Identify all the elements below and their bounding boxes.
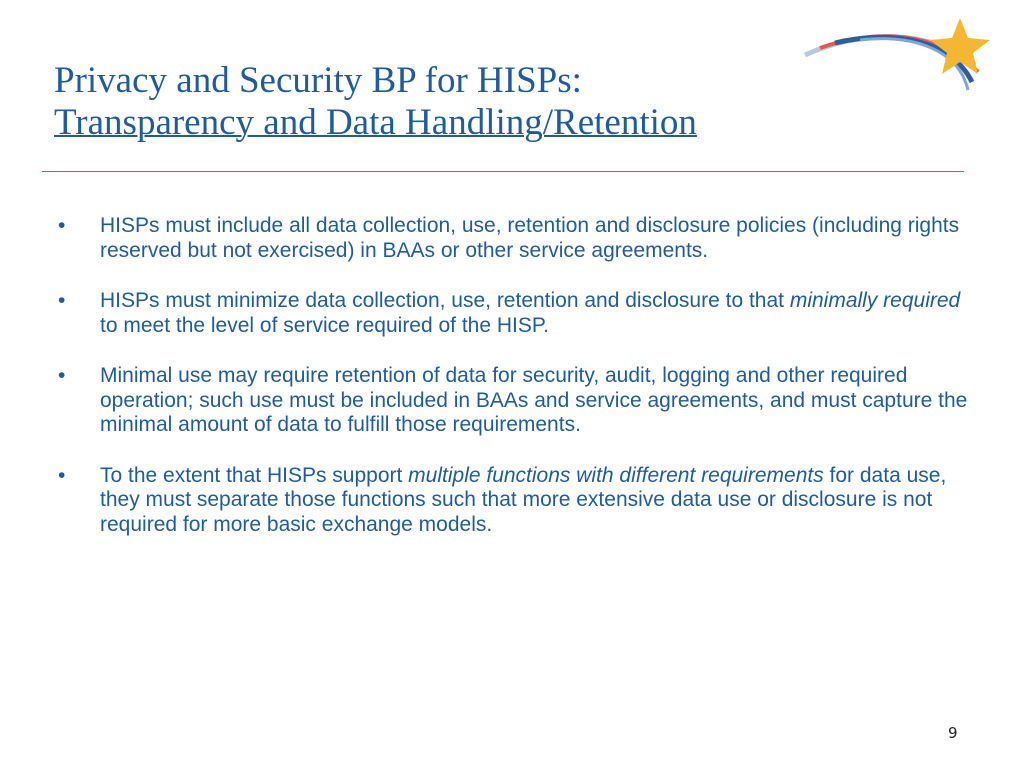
title-line-2: Transparency and Data Handling/Retention [54, 102, 697, 143]
bullet-item [56, 464, 976, 538]
bullet-list [56, 214, 976, 563]
bullet-text-tail: to meet the level of service required of the HISP. [100, 313, 550, 337]
title-line-1: Privacy and Security BP for HISPs: [54, 60, 582, 101]
bullet-emphasis: multiple functions with different requirements [408, 463, 824, 487]
title-divider [42, 171, 964, 172]
bullet-text: Minimal use may require retention of data for security, audit, logging and other required operation; such use must be included in BAAs and service agreements, and must capture the minimal amount of data to fulfill those requirements. [100, 364, 968, 436]
bullet-text: HISPs must include all data collection, use, retention and disclosure policies (including rights reserved but not exercised) in BAAs or other service agreements. [100, 214, 960, 262]
slide-title [54, 60, 954, 144]
bullet-text: HISPs must minimize data collection, use, retention and disclosure to that [100, 289, 790, 312]
bullet-item [56, 364, 976, 438]
bullet-item [56, 214, 976, 263]
page-number: 9 [948, 724, 958, 742]
bullet-marker: • [58, 214, 66, 237]
bullet-emphasis: minimally required [789, 289, 961, 312]
bullet-item [56, 289, 976, 338]
bullet-marker: • [58, 289, 66, 312]
bullet-marker: • [58, 364, 66, 387]
bullet-text-tail: for data use, they must separate those functions such that more extensive data use or disclosure is not required for more basic exchange models. [100, 463, 947, 536]
bullet-text: To the extent that HISPs support [100, 463, 409, 487]
bullet-marker: • [58, 463, 66, 487]
